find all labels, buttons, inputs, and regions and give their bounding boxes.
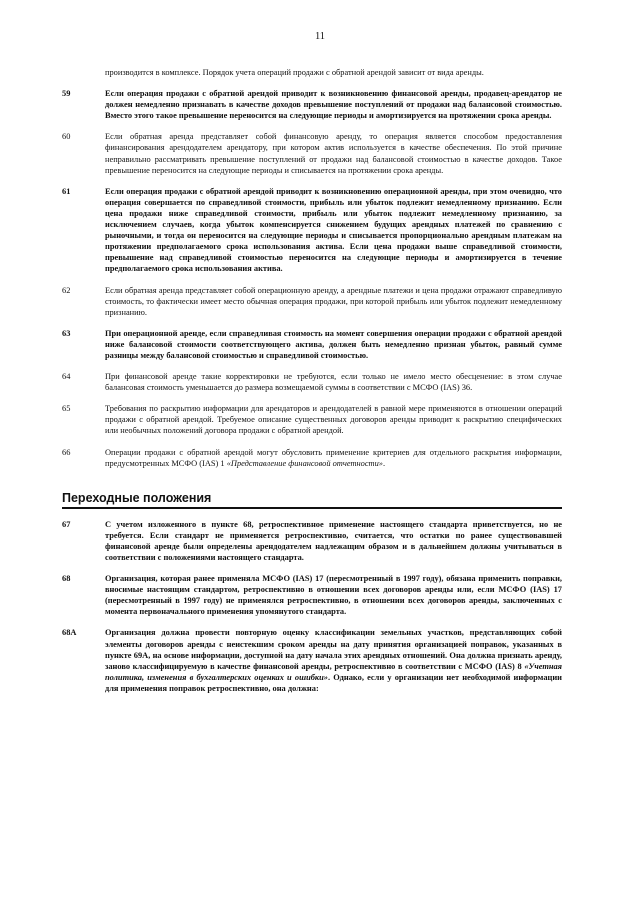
text-segment: Операции продажи с обратной арендой могут обусловить применение критериев для отдельного раскрытия информации, предусмотренных МСФО (IAS) 1 xyxy=(105,447,562,468)
paragraph-65 xyxy=(62,403,562,436)
paragraph-text: Если обратная аренда представляет собой операционную аренду, а арендные платежи и цена продажи отражают справедливую стоимость, то фактически имеет место обычная операция продажи, при которой прибыль или убыток подлежит немедленному признанию. xyxy=(105,285,562,317)
paragraph-61 xyxy=(62,186,562,275)
standard-title: «Учетная политика, изменения в бухгалтерских оценках и ошибки» xyxy=(105,661,562,682)
paragraph-text: Организация, которая ранее применяла МСФО (IAS) 17 (пересмотренный в 1997 году), обязана применить поправки, вносимые настоящим стандартом, ретроспективно в отношении всех договоров аренды или, если МСФО (IAS) 17 (пересмотренный в 1997 году) не применялся ретроспективно, в отношении всех договоров аренды, заключенных с момента первоначального применения упомянутого стандарта. xyxy=(105,574,562,617)
paragraph-text: Если обратная аренда представляет собой финансовую аренду, то операция является способом предоставления финансирования арендодателем арендатору, при котором актив используется в качестве обеспечения. По этой причине неправильно рассматривать превышение поступлений от продажи над балансовой стоимостью в качестве доходов. Такое превышение переносится на следующие периоды и списывается на протяжении срока аренды. xyxy=(105,132,562,175)
paragraph-text: Требования по раскрытию информации для арендаторов и арендодателей в равной мере применяются в отношении операций продажи с обратной арендой. Требуемое описание существенных договоров аренды приводит к раскрытию специфических или необычных положений договора продажи с обратной арендой. xyxy=(105,404,562,436)
paragraph-number: 62 xyxy=(62,285,71,295)
paragraph-number: 66 xyxy=(62,447,71,457)
document-body xyxy=(62,67,562,704)
paragraph-number: 60 xyxy=(62,132,71,142)
paragraph-text xyxy=(105,447,562,469)
paragraph-number: 67 xyxy=(62,519,71,529)
paragraph-number: 61 xyxy=(62,186,71,196)
paragraph-text xyxy=(105,627,562,694)
paragraph-text: При финансовой аренде такие корректировки не требуются, если только не имело место обесценение: в этом случае балансовая стоимость уменьшается до размера возмещаемой суммы в соответствии с МСФО (IAS) 36. xyxy=(105,372,562,393)
page-number: 11 xyxy=(314,31,326,42)
paragraph-59 xyxy=(62,88,562,121)
intro-text: производится в комплексе. Порядок учета операций продажи с обратной арендой зависит от вида аренды. xyxy=(105,68,484,77)
standard-title: «Представление финансовой отчетности» xyxy=(226,458,383,468)
text-segment: . Однако, если у организации нет необходимой информации для применения поправок ретроспективно, она должна: xyxy=(105,672,562,693)
paragraph-64 xyxy=(62,371,562,393)
paragraph-number: 63 xyxy=(62,328,71,338)
paragraph-68 xyxy=(62,573,562,617)
paragraph-text: При операционной аренде, если справедливая стоимость на момент совершения операции продажи с обратной арендой ниже балансовой стоимости соответствующего актива, должен быть немедленно признан убыток, равный сумме разницы между балансовой стоимостью и справедливой стоимостью. xyxy=(105,328,562,360)
paragraph-number: 59 xyxy=(62,89,71,99)
text-segment: . xyxy=(382,458,386,468)
paragraph-60 xyxy=(62,131,562,175)
paragraph-63 xyxy=(62,328,562,361)
paragraph-number: 68 xyxy=(62,574,71,584)
section-title: Переходные положения xyxy=(62,491,562,509)
paragraph-text: Если операция продажи с обратной арендой приводит к возникновению финансовой аренды, продавец-арендатор не должен немедленно признавать в качестве доходов превышение поступлений от продажи над балансовой стоимостью. Вместо этого такое превышение переносится на следующие периоды и амортизируется на протяжении срока аренды. xyxy=(105,89,562,121)
paragraph-text: С учетом изложенного в пункте 68, ретроспективное применение настоящего стандарта приветствуется, но не требуется. Если стандарт не применяется ретроспективно, считается, что остатки по ранее существовавшей финансовой аренде были определены арендодателем надлежащим образом и в дальнейшем должны учитываться в соответствии с положениями настоящего стандарта. xyxy=(105,519,562,562)
paragraph-62 xyxy=(62,285,562,318)
paragraph-number: 64 xyxy=(62,372,71,382)
paragraph-67 xyxy=(62,519,562,563)
paragraph-number: 65 xyxy=(62,404,71,414)
paragraph-68a xyxy=(62,627,562,694)
text-segment: Организация должна провести повторную оценку классификации земельных участков, представляющих собой элементы договоров аренды с неистекшим сроком аренды на дату принятия организацией поправок, указанных в пункте 69А, на основе информации, доступной на дату начала этих арендных отношений. Она должна признать аренду, заново классифицируемую в качестве финансовой аренды, ретроспективно в соответствии с МСФО (IAS) 8 xyxy=(105,628,562,671)
paragraph-66 xyxy=(62,447,562,469)
paragraph-text: Если операция продажи с обратной арендой приводит к возникновению операционной аренды, при этом очевидно, что операция совершается по справедливой стоимости, прибыль или убыток подлежит немедленному признанию. Если цена продажи ниже справедливой стоимости, прибыль или убыток подлежит немедленному признанию, за исключением случаев, когда убыток компенсируется снижением будущих арендных платежей по сравнению с рыночными, и тогда он переносится на следующие периоды и списывается пропорционально арендным платежам на протяжении предполагаемого срока использования актива. Если цена продажи выше справедливой стоимости, превышение над справедливой стоимостью переносится на следующие периоды и амортизируется в течение предполагаемого срока использования актива. xyxy=(105,186,562,274)
paragraph-number: 68A xyxy=(62,628,77,638)
